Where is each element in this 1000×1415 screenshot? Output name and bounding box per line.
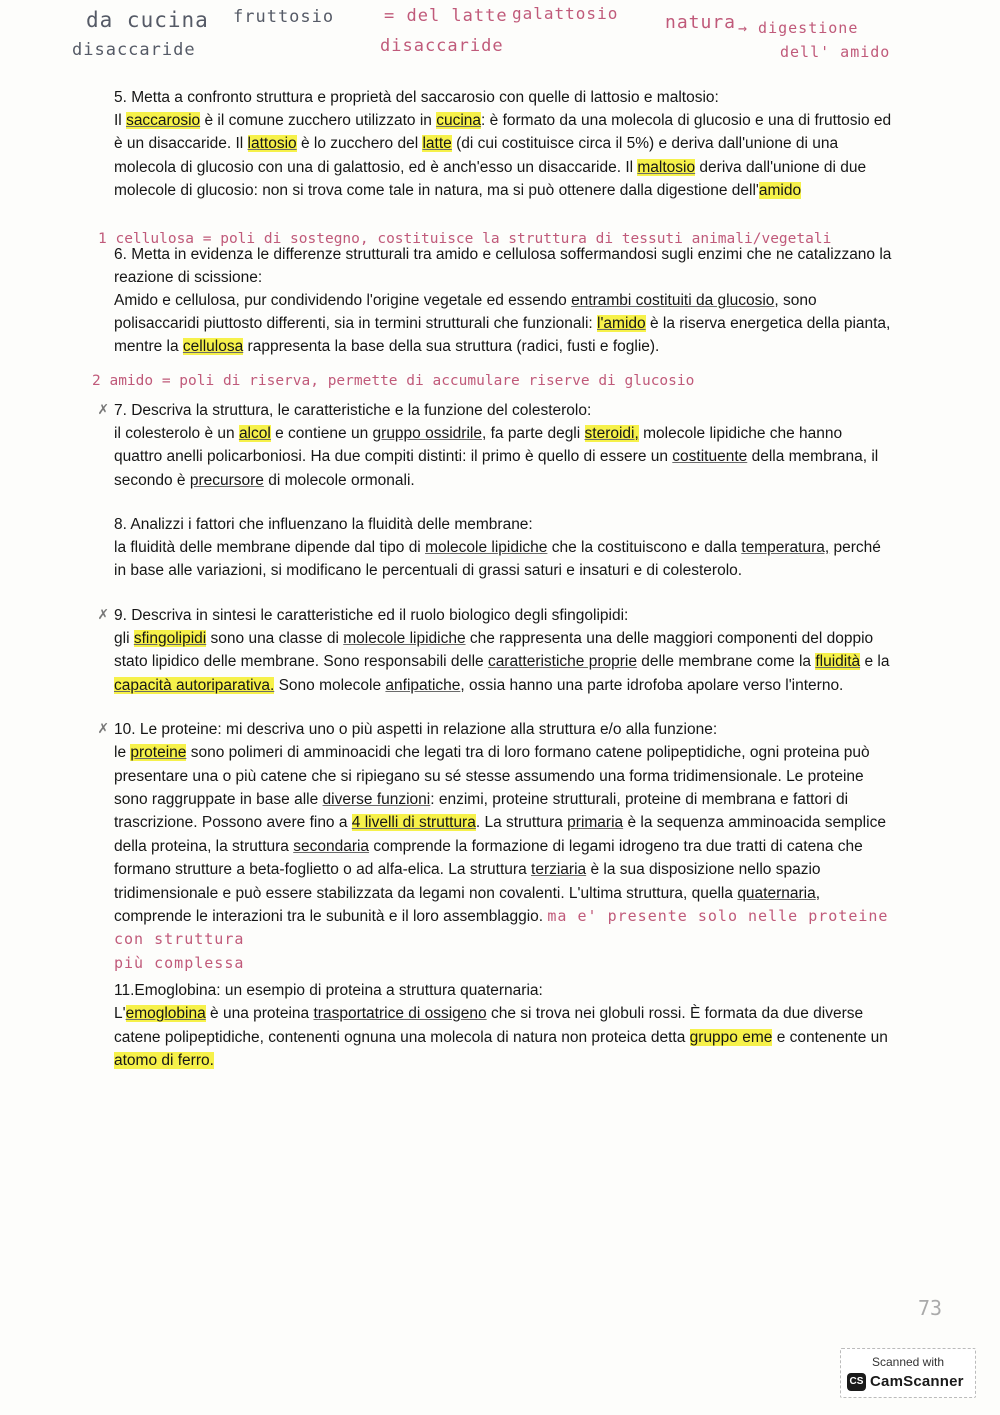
answer — [114, 422, 894, 492]
answer-text: . La struttura — [475, 814, 568, 832]
answer-text: della membrana, il secondo è — [114, 448, 879, 489]
question: 10. Le proteine: mi descriva uno o più aspetti in relazione alla struttura e/o alla funzione: — [114, 721, 718, 739]
answer-text: gli — [114, 629, 134, 647]
answer-text: è la riserva energetica della pianta, mentre la — [114, 315, 891, 356]
answer-text: di molecole ormonali. — [263, 471, 415, 489]
underlined: quaternaria — [737, 884, 816, 902]
question: 8. Analizzi i fattori che influenzano la fluidità delle membrane: — [114, 516, 533, 534]
answer-text: che la costituiscono e dalla — [547, 539, 742, 557]
answer-text: il colesterolo è un — [114, 424, 239, 442]
section-7 — [98, 398, 894, 492]
answer-text: che rappresenta una delle maggiori componenti del doppio stato lipidico delle membrane. Sono responsabili delle — [114, 629, 874, 671]
handwritten-note: disaccaride — [380, 36, 504, 56]
answer-text: è lo zucchero del — [296, 135, 423, 153]
handwritten-note: da cucina — [86, 8, 209, 32]
highlight: gruppo eme — [689, 1028, 773, 1046]
question: 11.Emoglobina: un esempio di proteina a struttura quaternaria: — [114, 982, 543, 1000]
handwritten-note: → digestione — [738, 19, 859, 37]
highlight: emoglobina — [125, 1005, 206, 1023]
answer-text: e contiene un — [270, 424, 373, 442]
highlight: cellulosa — [182, 338, 244, 356]
handwritten-note: fruttosio — [233, 7, 335, 27]
answer — [114, 1002, 894, 1072]
answer-text: Il — [114, 112, 127, 129]
highlight: cucina — [436, 112, 482, 129]
handwritten-note: dell' amido — [780, 43, 891, 61]
answer-text: molecole lipidiche che hanno quattro anelli policarboniosi. Ha due compiti distinti: il primo è quello di essere un — [114, 424, 843, 466]
highlight: l'amido — [597, 315, 646, 333]
badge-app-name: CamScanner — [870, 1373, 964, 1390]
section-8 — [114, 513, 894, 583]
handwritten-note: galattosio — [512, 4, 619, 23]
underlined: anfipatiche — [385, 676, 461, 694]
answer-text: (di cui costituisce circa il 5%) e deriva dall'unione di una molecola di glucosio con una di galattosio, ed è anch'esso un disaccaride. Il — [114, 135, 839, 176]
highlight: lattosio — [247, 135, 297, 153]
underlined: secondaria — [293, 837, 370, 855]
handwritten-note-amido: 2 amido = poli di riserva, permette di accumulare riserve di glucosio — [92, 373, 695, 389]
handwritten-note-cellulosa: 1 cellulosa = poli di sostegno, costituisce la struttura di tessuti animali/vegetali — [98, 231, 832, 247]
answer-text: sono polimeri di amminoacidi che legati tra di loro formano catene polipeptidiche, ogni proteina può presentare una o più catene che si ripiegano su sé stesse assumendo una forma tridimensionale. Le proteine sono raggruppate in base alle — [114, 744, 870, 808]
answer-text: Amido e cellulosa, pur condividendo l'origine vegetale ed essendo — [114, 291, 572, 309]
answer-text: : è formato da una molecola di glucosio e una di fruttosio ed è un disaccaride. Il — [114, 112, 892, 153]
answer — [114, 627, 894, 697]
answer-text: la fluidità delle membrane dipende dal tipo di — [114, 539, 426, 557]
answer-text: deriva dall'unione di due molecole di glucosio: non si trova come tale in natura, ma si può ottenere dalla digestione dell' — [114, 158, 867, 200]
highlight: atomo di ferro. — [114, 1051, 214, 1069]
underlined: trasportatrice di ossigeno — [313, 1005, 487, 1023]
handwritten-note: più complessa — [114, 953, 245, 972]
underlined: temperatura, — [741, 539, 830, 557]
highlight: latte — [422, 135, 452, 153]
underlined: costituente — [672, 448, 748, 466]
highlight: capacità autoriparativa. — [114, 676, 275, 694]
underlined: molecole lipidiche — [425, 539, 548, 557]
camscanner-logo-icon: CS — [847, 1373, 866, 1391]
answer — [114, 741, 894, 975]
question: 5. Metta a confronto struttura e proprietà del saccarosio con quelle di lattosio e maltosio: — [114, 89, 719, 106]
highlight: steroidi, — [584, 424, 639, 442]
answer-text: sono una classe di — [206, 629, 344, 647]
underlined: molecole lipidiche — [343, 629, 466, 647]
underlined: diverse funzioni — [322, 790, 431, 808]
highlight: alcol — [238, 424, 271, 442]
answer-text: è il comune zucchero utilizzato in — [200, 112, 437, 129]
page-number: 73 — [918, 1296, 943, 1320]
highlight: sfingolipidi — [133, 629, 207, 647]
handwritten-note: natura — [665, 12, 737, 33]
answer-text: , ossia hanno una parte idrofoba apolare verso l'interno. — [460, 676, 844, 694]
answer-text: che si trova nei globuli rossi. È formata da due diverse catene polipeptidiche, contenenti ognuna una molecola di natura non proteica detta — [114, 1005, 864, 1046]
highlight: fluidità — [815, 653, 861, 671]
underlined: caratteristiche proprie — [487, 653, 637, 671]
handwritten-note: ma e' presente solo nelle proteine con struttura — [114, 906, 889, 949]
underlined: precursore — [189, 471, 264, 489]
badge-caption: Scanned with — [871, 1355, 945, 1369]
highlight: amido — [758, 182, 802, 200]
highlight: proteine — [130, 744, 187, 762]
x-mark-icon: ✗ — [98, 603, 109, 624]
section-6 — [114, 243, 894, 359]
answer-text: , fa parte degli — [481, 424, 585, 442]
camscanner-badge — [840, 1348, 976, 1398]
answer-text: Sono molecole — [274, 676, 386, 694]
underlined: primaria — [567, 814, 624, 832]
answer-text: perché in base alle variazioni, si modificano le percentuali di grassi saturi e insaturi e di colesterolo. — [114, 539, 881, 580]
underlined: terziaria — [531, 861, 587, 879]
question: 9. Descriva in sintesi le caratteristiche ed il ruolo biologico degli sfingolipidi: — [114, 606, 629, 624]
underlined: entrambi costituiti da glucosio — [571, 291, 775, 309]
x-mark-icon: ✗ — [98, 718, 109, 739]
handwritten-note: disaccaride — [72, 40, 196, 60]
highlight: 4 livelli di struttura — [351, 814, 476, 832]
answer-text: : enzimi, proteine strutturali, proteine di membrana e fattori di trascrizione. Possono avere fino a — [114, 790, 849, 832]
section-9 — [98, 603, 894, 697]
x-mark-icon: ✗ — [98, 398, 109, 419]
answer-text: delle membrane come la — [636, 653, 816, 671]
answer-text: , comprende le interazioni tra le subunità e il loro assemblaggio. — [114, 884, 821, 925]
question: 6. Metta in evidenza le differenze strutturali tra amido e cellulosa soffermandosi sugli enzimi che ne catalizzano la reazione di scissione: — [114, 245, 892, 286]
handwritten-note: = del latte — [384, 6, 508, 26]
answer-text: è la sequenza amminoacida semplice della proteina, la struttura — [114, 814, 886, 855]
answer — [114, 109, 894, 203]
section-10 — [98, 718, 894, 975]
section-11 — [114, 979, 894, 1072]
answer-text: è la sua disposizione nello spazio tridimensionale e può essere stabilizzata da legami non covalenti. L'ultima struttura, quella — [114, 861, 821, 902]
answer — [114, 289, 894, 359]
answer — [114, 536, 894, 583]
answer-text: rappresenta la base della sua struttura (radici, fusti e foglie). — [243, 338, 660, 356]
answer-text: comprende la formazione di legami idrogeno tra due tratti di catena che formano strutture a beta-foglietto o ad alfa-elica. La struttura — [114, 837, 863, 879]
document-body — [98, 86, 894, 1093]
answer-text: L' — [114, 1005, 126, 1023]
section-5 — [114, 86, 894, 203]
highlight: saccarosio — [126, 112, 201, 129]
highlight: maltosio — [637, 158, 696, 176]
answer-text: le — [114, 744, 131, 762]
question: 7. Descriva la struttura, le caratteristiche e la funzione del colesterolo: — [114, 401, 592, 419]
answer-text: è una proteina — [205, 1005, 314, 1023]
answer-text: e la — [860, 653, 890, 671]
underlined: gruppo ossidrile — [372, 424, 482, 442]
answer-text: e contenente un — [772, 1028, 888, 1046]
answer-text: , sono polisaccaridi piuttosto differenti, sia in termini strutturali che funzionali: — [114, 291, 817, 333]
